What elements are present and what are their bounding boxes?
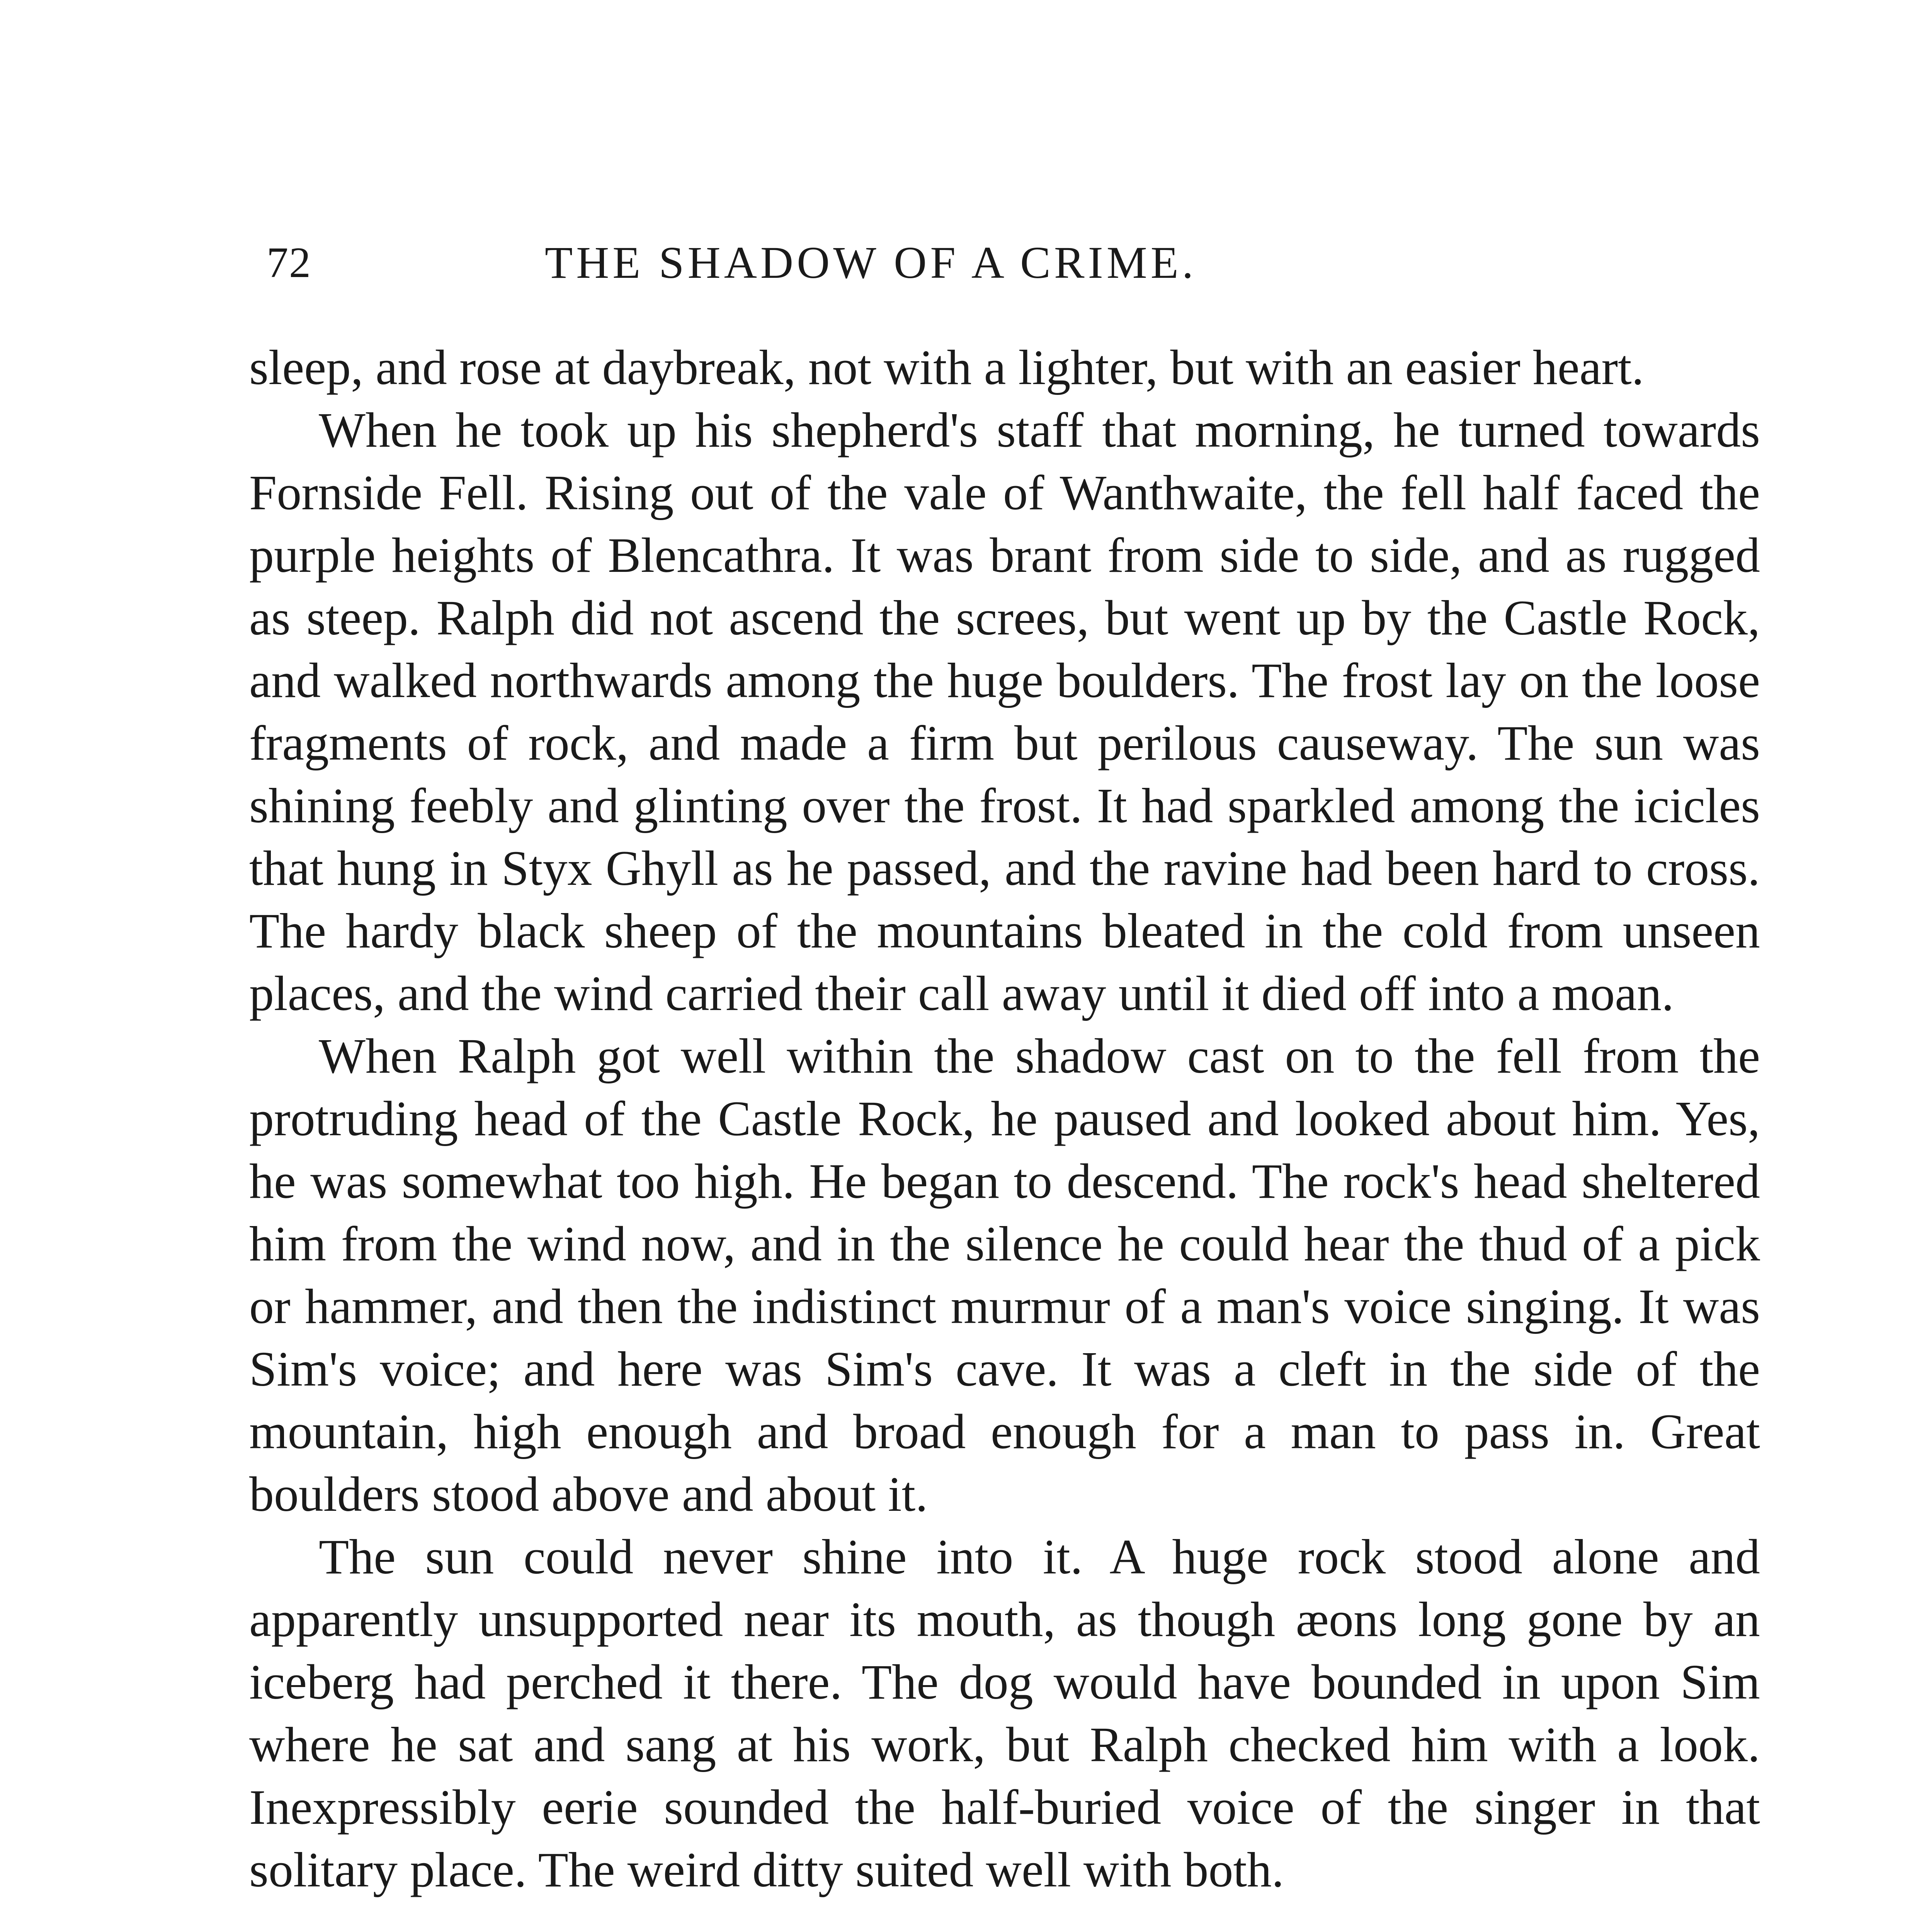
paragraph: When Ralph got well within the shadow cast on to the fell from the protruding head of the Castle Rock, he paused and looked about him. Yes, he was somewhat too high. He began to descend. The rock's head sheltered him from the wind now, and in the silence he could hear the thud of a pick or hammer, and then the indistinct murmur of a man's voice singing. It was Sim's voice; and here was Sim's cave. It was a cleft in the side of the mountain, high enough and broad enough for a man to pass in. Great boulders stood above and about it.: [249, 1029, 1760, 1522]
paragraph: When he took up his shepherd's staff that morning, he turned towards Fornside Fell. Rising out of the vale of Wanthwaite, the fell half faced the purple heights of Blencathra. It was brant from side to side, and as rugged as steep. Ralph did not ascend the screes, but went up by the Castle Rock, and walked northwards among the huge boulders. The frost lay on the loose fragments of rock, and made a firm but perilous causeway. The sun was shining feebly and glinting over the frost. It had sparkled among the icicles that hung in Styx Ghyll as he passed, and the ravine had been hard to cross. The hardy black sheep of the mountains bleated in the cold from unseen places, and the wind carried their call away until it died off into a moan.: [249, 403, 1760, 1021]
running-title: THE SHADOW OF A CRIME.: [545, 237, 1197, 288]
page-header: [267, 236, 1774, 313]
paragraph: The sun could never shine into it. A huge rock stood alone and apparently unsupported near its mouth, as though æons long gone by an iceberg had perched it there. The dog would have bounded in upon Sim where he sat and sang at his work, but Ralph checked him with a look. Inexpressibly eerie sounded the half-buried voice of the singer in that solitary place. The weird ditty suited well with both.: [249, 1529, 1760, 1897]
body-text: [249, 336, 1760, 1901]
page-number: 72: [267, 239, 311, 287]
paragraph-continuation: sleep, and rose at daybreak, not with a lighter, but with an easier heart.: [249, 340, 1644, 395]
